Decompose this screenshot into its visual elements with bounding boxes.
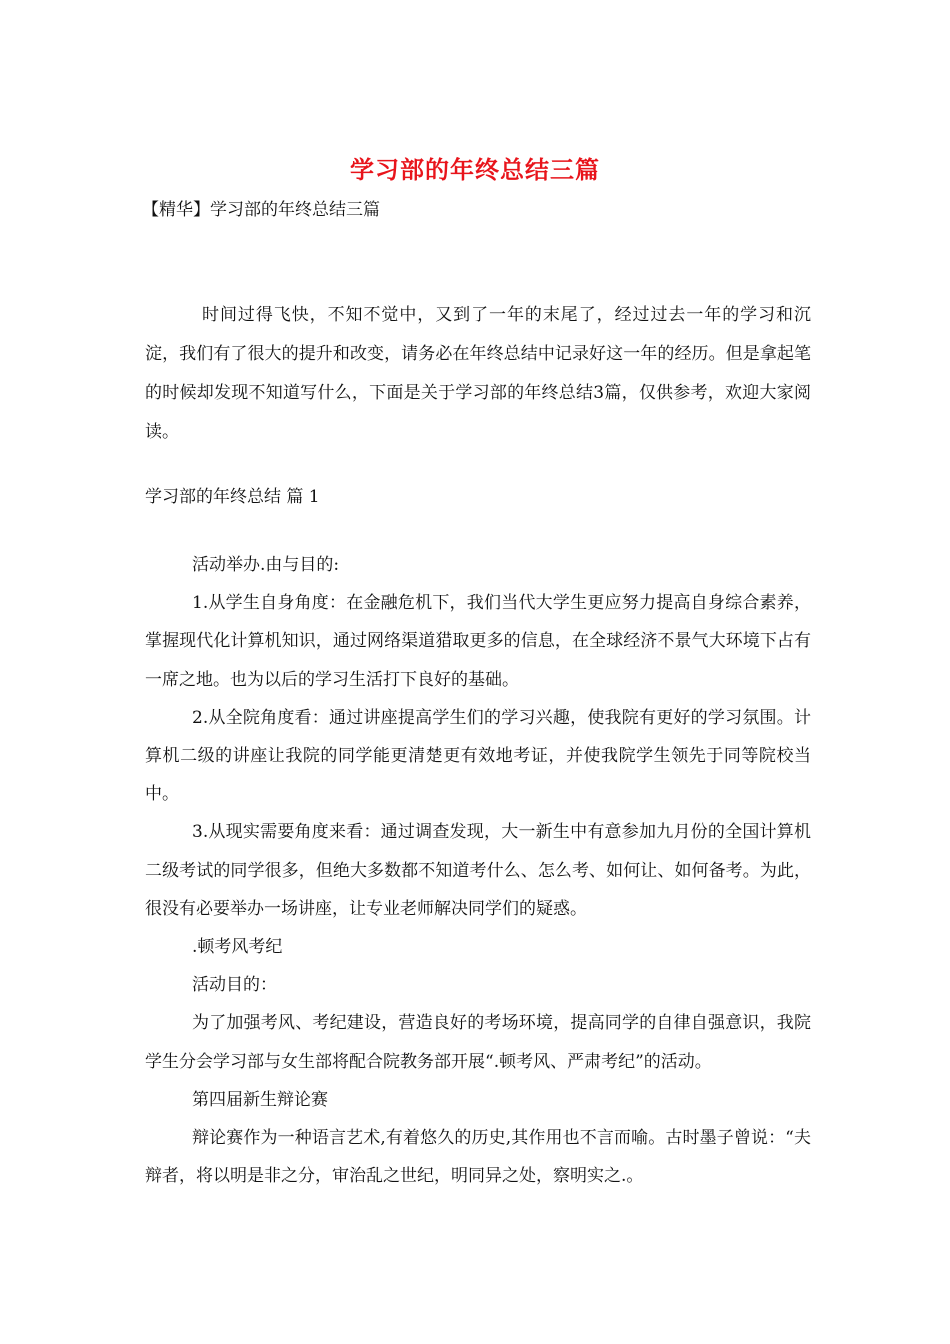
body-section	[145, 546, 811, 1195]
paragraph-exam-discipline-heading: .顿考风考纪	[192, 937, 283, 958]
paragraph-point-2: 2.从全院角度看：通过讲座提高学生们的学习兴趣，使我院有更好的学习氛围。计算机二级的讲座让我院的同学能更清楚更有效地考证，并使我院学生领先于同等院校当中。	[145, 707, 811, 805]
paragraph-debate: 辩论赛作为一种语言艺术,有着悠久的历史,其作用也不言而喻。古时墨子曾说：“夫辩者，将以明是非之分，审治乱之世纪，明同异之处，察明实之.。	[145, 1128, 811, 1187]
document-title: 学习部的年终总结三篇	[350, 156, 600, 184]
paragraph-point-1: 1.从学生自身角度：在金融危机下，我们当代大学生更应努力提高自身综合素养，掌握现代化计算机知识，通过网络渠道猎取更多的信息，在全球经济不景气大环境下占有一席之地。也为以后的学习生活打下良好的基础。	[145, 593, 811, 690]
intro-section	[145, 296, 811, 452]
document-subtitle: 【精华】学习部的年终总结三篇	[142, 200, 380, 220]
paragraph-debate-heading: 第四届新生辩论赛	[192, 1089, 328, 1110]
paragraph-exam-discipline: 为了加强考风、考纪建设，营造良好的考场环境，提高同学的自律自强意识，我院学生分会学习部与女生部将配合院教务部开展“.顿考风、严肃考纪”的活动。	[145, 1013, 811, 1072]
paragraph-point-3: 3.从现实需要角度来看：通过调查发现，大一新生中有意参加九月份的全国计算机二级考试的同学很多，但绝大多数都不知道考什么、怎么考、如何让、如何备考。为此，很没有必要举办一场讲座，让专业老师解决同学们的疑惑。	[145, 822, 811, 919]
section-heading: 学习部的年终总结 篇 1	[145, 487, 320, 507]
intro-paragraph: 时间过得飞快，不知不觉中，又到了一年的末尾了，经过过去一年的学习和沉淀，我们有了很大的提升和改变，请务必在年终总结中记录好这一年的经历。但是拿起笔的时候却发现不知道写什么，下面是关于学习部的年终总结3篇，仅供参考，欢迎大家阅读。	[145, 305, 811, 442]
paragraph-activity-purpose: 活动举办.由与目的:	[192, 555, 340, 575]
paragraph-activity-goal-label: 活动目的：	[192, 975, 277, 996]
